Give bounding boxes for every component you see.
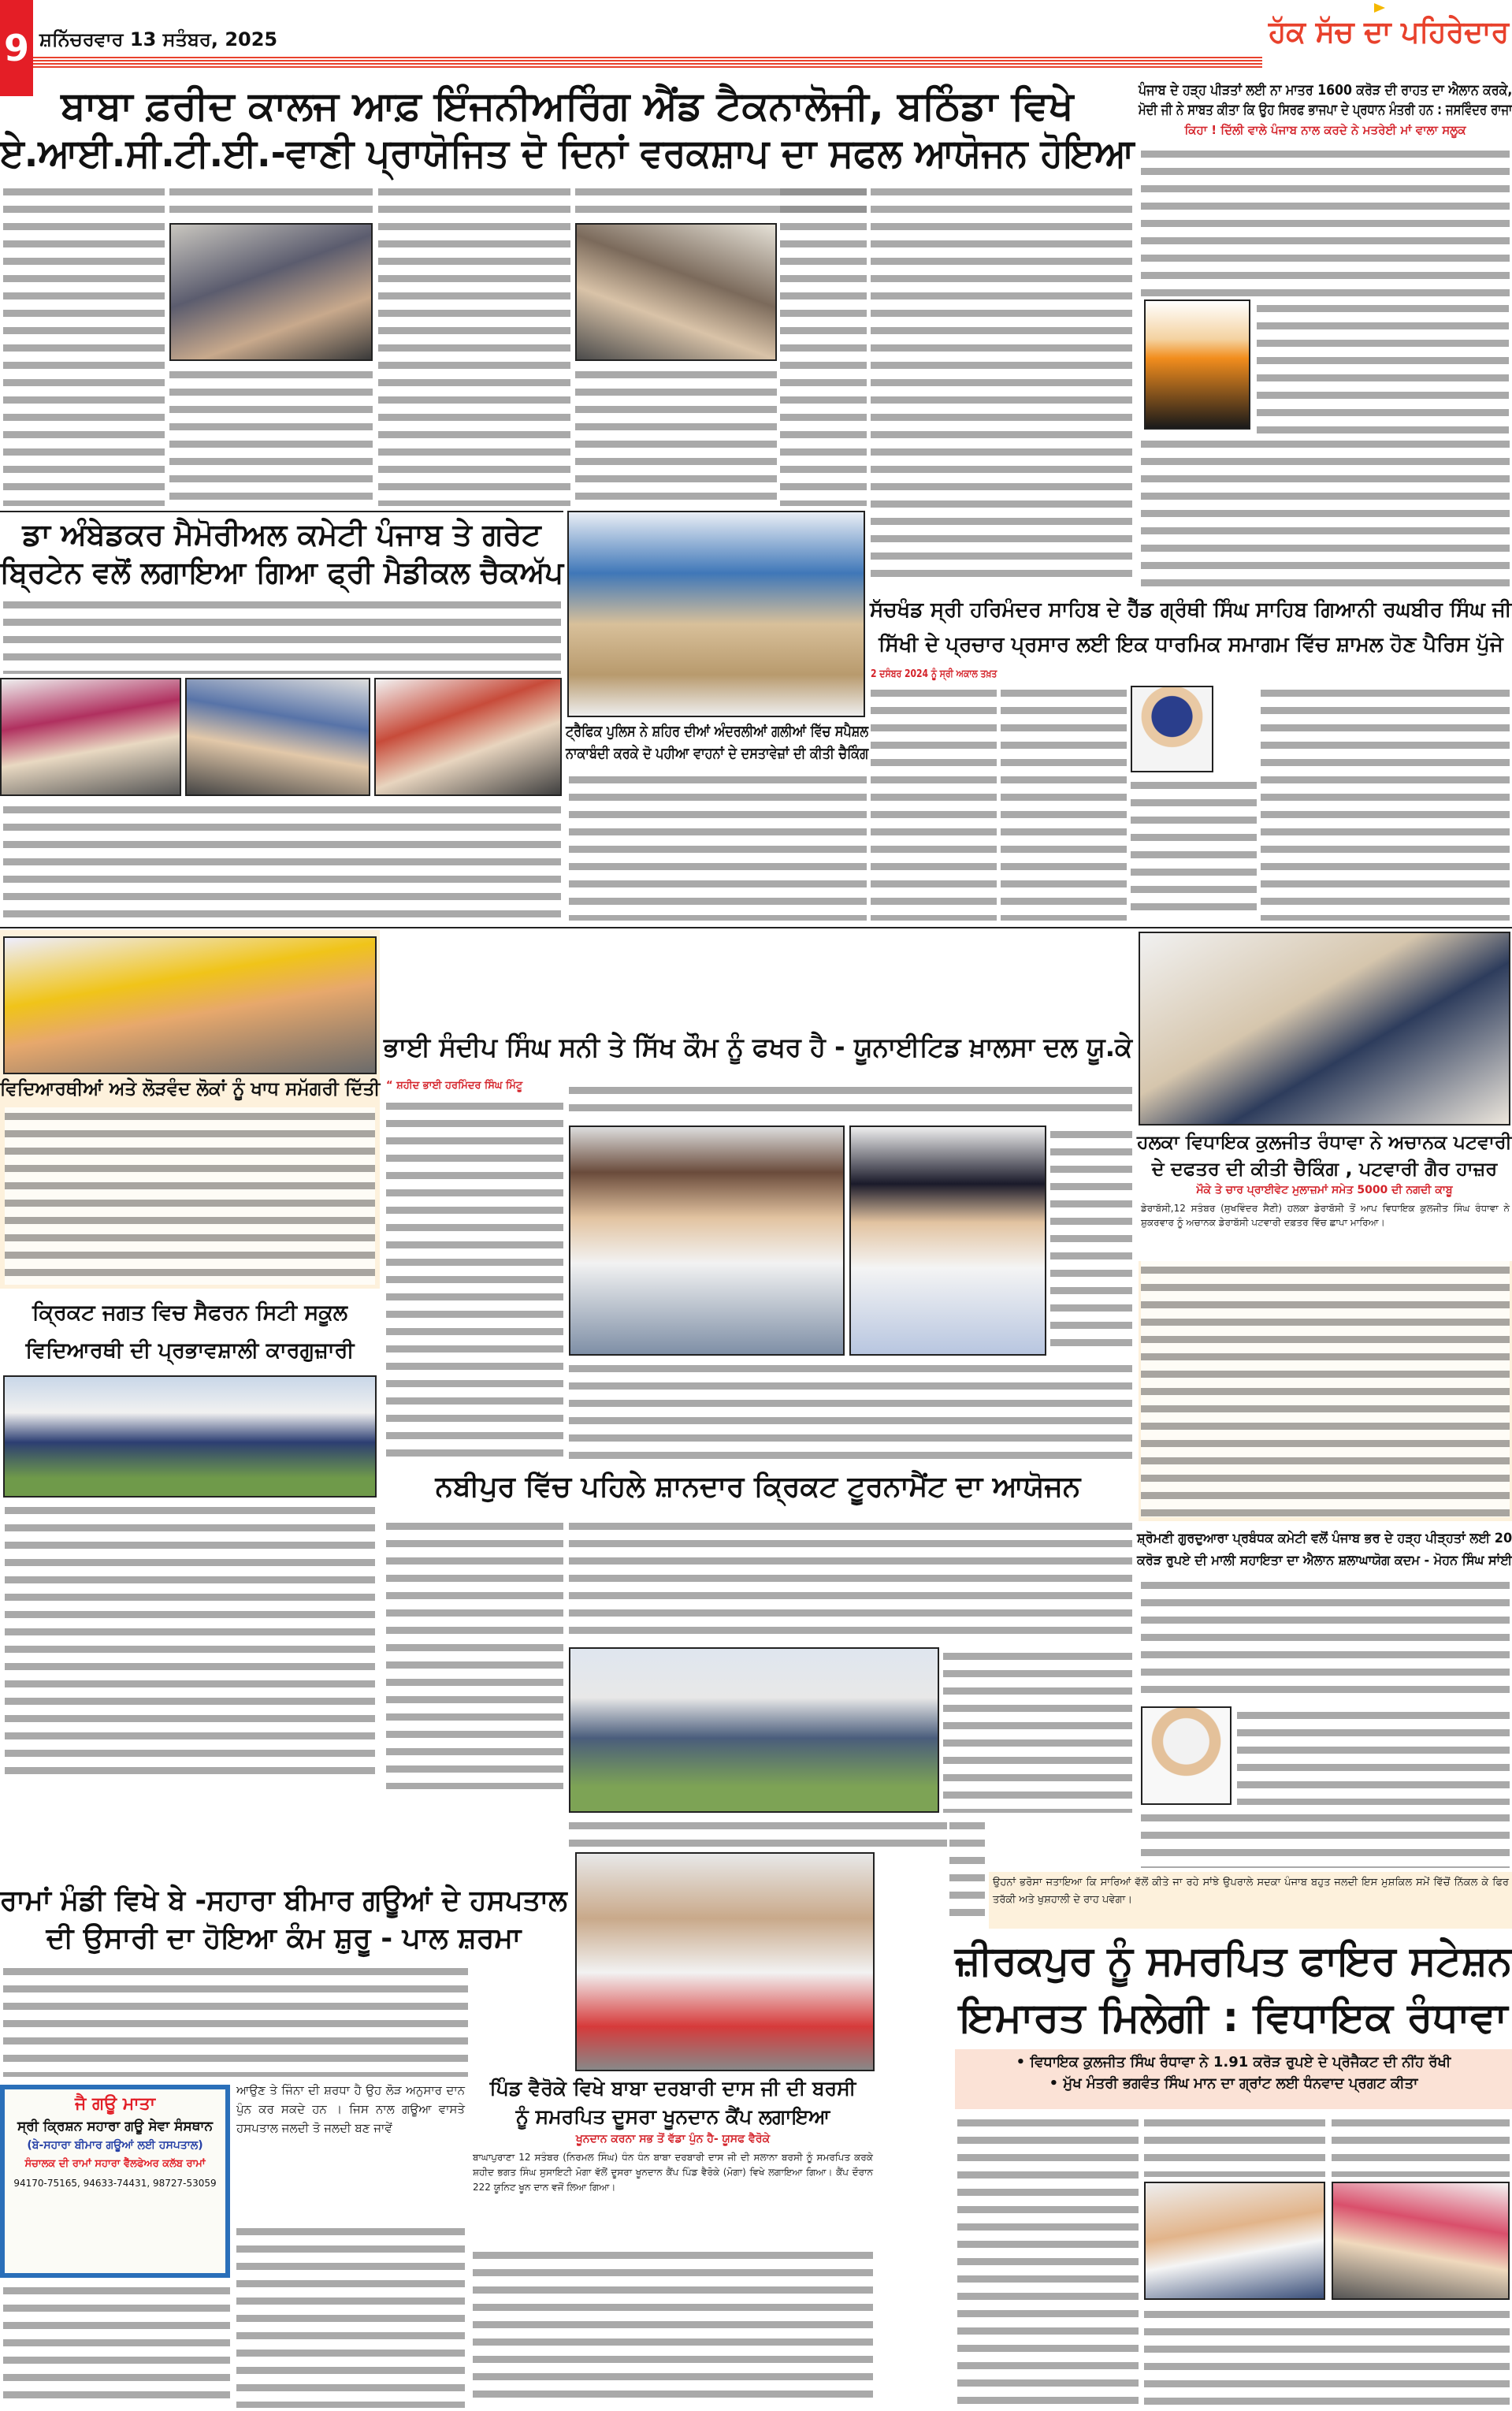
medical-camp-body <box>3 596 561 674</box>
giani-raghbir-singh-photo <box>1131 686 1213 772</box>
patwari-office-photo <box>1139 932 1510 1126</box>
lead-body-col4b <box>575 366 777 506</box>
sgpc-body-2 <box>1237 1706 1510 1805</box>
head-granthi-headline: ਸੱਚਖੰਡ ਸ੍ਰੀ ਹਰਿਮੰਦਰ ਸਾਹਿਬ ਦੇ ਹੈੱਡ ਗ੍ਰੰਥੀ ਸਿੰਘ ਸਾਹਿਬ ਗਿਆਨੀ ਰਘਬੀਰ ਸਿੰਘ ਜੀ ਸਿੱਖੀ ਦੇ ਪ੍ਰਚਾਰ ਪ੍ਰਸਾਰ ਲਈ ਇਕ ਧਾਰਮਿਕ ਸਮਾਗਮ ਵਿੱਚ ਸ਼ਾਮਲ ਹੋਣ ਪੈਰਿਸ ਪੁੱਜੇ <box>870 593 1512 662</box>
sandeep-singh-body-4 <box>569 1360 1132 1466</box>
lead-headline: ਬਾਬਾ ਫ਼ਰੀਦ ਕਾਲਜ ਆਫ਼ ਇੰਜਨੀਅਰਿੰਗ ਐਂਡ ਟੈਕਨਾਲੋਜੀ, ਬਠਿੰਡਾ ਵਿਖੇ ਏ.ਆਈ.ਸੀ.ਟੀ.ਈ.-ਵਾਣੀ ਪ੍ਰਾਯੋਜਿਤ ਦੋ ਦਿਨਾਂ ਵਰਕਸ਼ਾਪ ਦਾ ਸਫਲ ਆਯੋਜਨ ਹੋਇਆ <box>0 83 1135 176</box>
sgpc-headline: ਸ਼੍ਰੋਮਣੀ ਗੁਰਦੁਆਰਾ ਪ੍ਰਬੰਧਕ ਕਮੇਟੀ ਵਲੋਂ ਪੰਜਾਬ ਭਰ ਦੇ ਹੜ੍ਹ ਪੀੜ੍ਹਤਾਂ ਲਈ 20 ਕਰੋੜ ਰੁਪਏ ਦੀ ਮਾਲੀ ਸਹਾਇਤਾ ਦਾ ਐਲਾਨ ਸ਼ਲਾਘਾਯੋਗ ਕਦਮ - ਮੋਹਨ ਸਿੰਘ ਸਾਂਈ <box>1137 1527 1512 1572</box>
page-number: 9 <box>3 27 29 69</box>
traffic-police-headline: ਟ੍ਰੈਫਿਕ ਪੁਲਿਸ ਨੇ ਸ਼ਹਿਰ ਦੀਆਂ ਅੰਦਰਲੀਆਂ ਗਲੀਆਂ ਵਿੱਚ ਸਪੈਸ਼ਲ ਨਾਕਾਬੰਦੀ ਕਰਕੇ ਦੋ ਪਹੀਆ ਵਾਹਨਾਂ ਦੇ ਦਸਤਾਵੇਜ਼ਾਂ ਦੀ ਕੀਤੀ ਚੈਕਿੰਗ <box>566 720 868 765</box>
jaswinder-raja-photo <box>1144 300 1250 430</box>
head-granthi-body-2 <box>1001 684 1127 921</box>
sgpc-body-1 <box>1141 1576 1510 1702</box>
nabipur-body-4 <box>569 1817 947 1848</box>
header-stripes <box>33 57 1262 69</box>
fire-station-body-3 <box>1332 2114 1510 2177</box>
nabipur-body-1 <box>386 1517 563 1789</box>
flood-relief-body-3 <box>1141 435 1510 586</box>
fire-station-intro: ਉਹਨਾਂ ਭਰੋਸਾ ਜਤਾਇਆ ਕਿ ਸਾਰਿਆਂ ਵੱਲੋਂ ਕੀਤੇ ਜਾ ਰਹੇ ਸਾਂਝੇ ਉਪਰਾਲੇ ਸਦਕਾ ਪੰਜਾਬ ਬਹੁਤ ਜਲਦੀ ਇਸ ਮੁਸ਼ਕਿਲ ਸਮੇਂ ਵਿੱਚੋਂ ਨਿੱਕਲ ਕੇ ਫਿਰ ਤਰੱਕੀ ਅਤੇ ਖੁਸ਼ਹਾਲੀ ਦੇ ਰਾਹ ਪਵੇਗਾ। <box>993 1874 1509 1909</box>
nabipur-tournament-photo <box>569 1647 939 1813</box>
medical-camp-body-2 <box>3 801 561 919</box>
cow-hospital-body-1 <box>3 1963 468 2077</box>
head-granthi-body-1 <box>871 684 997 921</box>
nabipur-body-3 <box>943 1647 1132 1813</box>
fire-station-photo-1 <box>1144 2182 1325 2300</box>
food-aid-headline: ਵਿਦਿਆਰਥੀਆਂ ਅਤੇ ਲੋੜਵੰਦ ਲੋਕਾਂ ਨੂੰ ਖਾਧ ਸਮੱਗਰੀ ਦਿੱਤੀ <box>0 1077 381 1099</box>
head-granthi-subhead: 2 ਦਸੰਬਰ 2024 ਨੂੰ ਸ੍ਰੀ ਅਕਾਲ ਤਖ਼ਤ <box>871 668 997 680</box>
divider <box>0 511 563 512</box>
sikh-leader-photo-1 <box>569 1126 845 1356</box>
mohan-singh-photo <box>1141 1706 1232 1805</box>
flag-icon <box>1374 3 1385 13</box>
cow-hospital-headline: ਰਾਮਾਂ ਮੰਡੀ ਵਿਖੇ ਬੇ -ਸਹਾਰਾ ਬੀਮਾਰ ਗਊਆਂ ਦੇ ਹਸਪਤਾਲ ਦੀ ਉਸਾਰੀ ਦਾ ਹੋਇਆ ਕੰਮ ਸ਼ੁਰੂ - ਪਾਲ ਸ਼ਰਮਾ <box>0 1882 567 1958</box>
workshop-photo-1 <box>169 223 373 361</box>
fire-station-body-1 <box>957 2114 1139 2408</box>
flood-relief-subhead: ਕਿਹਾ ! ਦਿੱਲੀ ਵਾਲੇ ਪੰਜਾਬ ਨਾਲ ਕਰਦੇ ਨੇ ਮਤਰੇਈ ਮਾਂ ਵਾਲਾ ਸਲੂਕ <box>1184 123 1466 137</box>
sandeep-singh-body-2 <box>569 1081 1132 1121</box>
lead-body-col6 <box>871 183 1132 585</box>
head-granthi-body-4 <box>1261 684 1510 921</box>
patwari-lead: ਡੇਰਾਬੱਸੀ,12 ਸਤੰਬਰ (ਸੁਖਵਿੰਦਰ ਸੈਣੀ) ਹਲਕਾ ਡੇਰਾਬੱਸੀ ਤੋਂ ਆਪ ਵਿਧਾਇਕ ਕੁਲਜੀਤ ਸਿੰਘ ਰੰਧਾਵਾ ਨੇ ਸ਼ੁਕਰਵਾਰ ਨੂੰ ਅਚਾਨਕ ਡੇਰਾਬੱਸੀ ਪਟਵਾਰੀ ਦਫ਼ਤਰ ਵਿੱਚ ਛਾਪਾ ਮਾਰਿਆ। <box>1141 1203 1510 1228</box>
cricket-school-body <box>5 1501 375 1781</box>
fire-station-headline: ਜ਼ੀਰਕਪੁਰ ਨੂੰ ਸਮਰਪਿਤ ਫਾਇਰ ਸਟੇਸ਼ਨ ਇਮਾਰਤ ਮਿਲੇਗੀ : ਵਿਧਾਇਕ ਰੰਧਾਵਾ <box>955 1933 1512 2046</box>
lead-body-col2b <box>169 366 373 506</box>
blood-camp-body <box>473 2246 873 2408</box>
fire-station-body-2 <box>1144 2114 1325 2177</box>
medical-camp-photo-2 <box>185 678 370 796</box>
cricket-team-photo <box>3 1375 377 1498</box>
lead-body-col1 <box>3 183 165 506</box>
divider <box>0 927 1512 928</box>
sandeep-singh-headline: ਭਾਈ ਸੰਦੀਪ ਸਿੰਘ ਸਨੀ ਤੇ ਸਿੱਖ ਕੌਮ ਨੂੰ ਫਖਰ ਹੈ - ਯੂਨਾਈਟਿਡ ਖ਼ਾਲਸਾ ਦਲ ਯੂ.ਕੇ <box>384 1032 1133 1063</box>
sikh-leader-photo-2 <box>849 1126 1046 1356</box>
lead-body-col2 <box>169 183 373 219</box>
sandeep-singh-body-3 <box>1050 1126 1132 1356</box>
flood-relief-body <box>1141 145 1510 297</box>
cow-hospital-body-3 <box>3 2282 230 2408</box>
flood-relief-body-2 <box>1257 300 1509 433</box>
flood-relief-headline: ਪੰਜਾਬ ਦੇ ਹੜ੍ਹ ਪੀੜਤਾਂ ਲਈ ਨਾ ਮਾਤਰ 1600 ਕਰੋੜ ਦੀ ਰਾਹਤ ਦਾ ਐਲਾਨ ਕਰਕੇ, ਮੋਦੀ ਜੀ ਨੇ ਸਾਬਤ ਕੀਤਾ ਕਿ ਉਹ ਸਿਰਫ ਭਾਜਪਾ ਦੇ ਪ੍ਰਧਾਨ ਮੰਤਰੀ ਹਨ : ਜਸਵਿੰਦਰ ਰਾਜਾ <box>1139 82 1512 118</box>
issue-date: ਸ਼ਨਿੱਚਰਵਾਰ 13 ਸਤੰਬਰ, 2025 <box>39 28 278 50</box>
sandeep-singh-body-1 <box>386 1097 563 1466</box>
lead-body-col5 <box>780 183 867 506</box>
blood-camp-lead: ਬਾਘਾਪੁਰਾਣਾ 12 ਸਤੰਬਰ (ਨਿਰਮਲ ਸਿੰਘ) ਧੰਨ ਧੰਨ ਬਾਬਾ ਦਰਬਾਰੀ ਦਾਸ ਜੀ ਦੀ ਸਲਾਨਾ ਬਰਸੀ ਨੂੰ ਸਮਰਪਿਤ ਕਰਕੇ ਸ਼ਹੀਦ ਭਗਤ ਸਿੰਘ ਸੁਸਾਇਟੀ ਮੋਗਾ ਵੱਲੋਂ ਦੂਸਰਾ ਖੂਨਦਾਨ ਕੈਂਪ ਪਿੰਡ ਵੈਰੋਕੇ (ਮੋਗਾ) ਵਿਖੇ ਲਗਾਇਆ ਗਿਆ। ਕੈਂਪ ਦੌਰਾਨ 222 ਯੂਨਿਟ ਖੂਨ ਦਾਨ ਵਜੋਂ ਲਿਆ ਗਿਆ। <box>473 2150 873 2195</box>
nabipur-body-2 <box>569 1517 1132 1643</box>
blood-donation-photo <box>575 1852 875 2071</box>
cow-hospital-banner: ਜੈ ਗਊ ਮਾਤਾ ਸ੍ਰੀ ਕ੍ਰਿਸ਼ਨ ਸਹਾਰਾ ਗਊ ਸੇਵਾ ਸੰਸਥਾਨ (ਬੇ-ਸਹਾਰਾ ਬੀਮਾਰ ਗਊਆਂ ਲਈ ਹਸਪਤਾਲ) ਸੰਚਾਲਕ ਦੀ ਰਾਮਾਂ ਸਹਾਰਾ ਵੈੱਲਫੇਅਰ ਕਲੱਬ ਰਾਮਾਂ 94170-75165, 94633-74431, 98727-53059 <box>0 2085 230 2278</box>
sandeep-singh-subhead: “ ਸ਼ਹੀਦ ਭਾਈ ਹਰਮਿੰਦਰ ਸਿੰਘ ਮਿੰਟੂ <box>386 1080 523 1092</box>
fire-station-photo-2 <box>1332 2182 1510 2300</box>
nabipur-body-5 <box>949 1817 985 1919</box>
sgpc-body-3 <box>1141 1809 1510 1868</box>
food-aid-body <box>5 1107 375 1285</box>
logo: ਹੱਕ ਸੱਚ ਦਾ ਪਹਿਰੇਦਾਰ <box>1269 14 1510 49</box>
cow-hospital-lead: ਆਉਣ ਤੇ ਜਿੰਨਾ ਦੀ ਸ਼ਰਧਾ ਹੈ ਉਹ ਲੋੜ ਅਨੁਸਾਰ ਦਾਨ ਪੁੰਨ ਕਰ ਸਕਦੇ ਹਨ । ਜਿਸ ਨਾਲ ਗਊਆ ਵਾਸਤੇ ਹਸਪਤਾਲ ਜਲਦੀ ਤੋ ਜਲਦੀ ਬਣ ਜਾਵੇਂ <box>236 2081 465 2138</box>
blood-camp-headline: ਪਿੰਡ ਵੈਰੋਕੇ ਵਿਖੇ ਬਾਬਾ ਦਰਬਾਰੀ ਦਾਸ ਜੀ ਦੀ ਬਰਸੀ ਨੂੰ ਸਮਰਪਿਤ ਦੂਸਰਾ ਖੂਨਦਾਨ ਕੈਂਪ ਲਗਾਇਆ <box>471 2074 875 2131</box>
food-aid-photo <box>3 936 377 1074</box>
head-granthi-body-3 <box>1131 776 1257 921</box>
cow-hospital-body-2 <box>236 2223 465 2408</box>
patwari-headline: ਹਲਕਾ ਵਿਧਾਇਕ ਕੁਲਜੀਤ ਰੰਧਾਵਾ ਨੇ ਅਚਾਨਕ ਪਟਵਾਰੀ ਦੇ ਦਫਤਰ ਦੀ ਕੀਤੀ ਚੈਕਿੰਗ , ਪਟਵਾਰੀ ਗੈਰ ਹਾਜ਼ਰ <box>1137 1131 1512 1180</box>
cricket-school-headline: ਕ੍ਰਿਕਟ ਜਗਤ ਵਿਚ ਸੈਫਰਨ ਸਿਟੀ ਸਕੂਲ ਵਿਦਿਆਰਥੀ ਦੀ ਪ੍ਰਭਾਵਸ਼ਾਲੀ ਕਾਰਗੁਜ਼ਾਰੀ <box>25 1300 355 1363</box>
workshop-photo-2 <box>575 223 777 361</box>
fire-station-bullets: • ਵਿਧਾਇਕ ਕੁਲਜੀਤ ਸਿੰਘ ਰੰਧਾਵਾ ਨੇ 1.91 ਕਰੋੜ ਰੁਪਏ ਦੇ ਪ੍ਰੋਜੈਕਟ ਦੀ ਨੀਂਹ ਰੱਖੀ • ਮੁੱਖ ਮੰਤਰੀ ਭਗਵੰਤ ਸਿੰਘ ਮਾਨ ਦਾ ਗ੍ਰਾਂਟ ਲਈ ਧੰਨਵਾਦ ਪ੍ਰਗਟ ਕੀਤਾ <box>955 2049 1512 2109</box>
medical-camp-photo-1 <box>0 678 181 796</box>
traffic-police-photo <box>567 511 865 717</box>
fire-station-body-4 <box>1144 2305 1510 2408</box>
patwari-subhead: ਮੌਕੇ ਤੇ ਚਾਰ ਪ੍ਰਾਈਵੇਟ ਮੁਲਾਜ਼ਮਾਂ ਸਮੇਤ 5000 ਦੀ ਨਗਦੀ ਕਾਬੂ <box>1196 1184 1453 1196</box>
patwari-body <box>1141 1261 1510 1517</box>
traffic-police-body <box>569 771 867 921</box>
nabipur-cricket-headline: ਨਬੀਪੁਰ ਵਿੱਚ ਪਹਿਲੇ ਸ਼ਾਨਦਾਰ ਕ੍ਰਿਕਟ ਟੂਰਨਾਮੈਂਟ ਦਾ ਆਯੋਜਨ <box>435 1471 1081 1503</box>
lead-body-col3 <box>378 183 570 506</box>
medical-camp-headline: ਡਾ ਅੰਬੇਡਕਰ ਮੈਮੋਰੀਅਲ ਕਮੇਟੀ ਪੰਜਾਬ ਤੇ ਗਰੇਟ ਬ੍ਰਿਟੇਨ ਵਲੋਂ ਲਗਾਇਆ ਗਿਆ ਫ੍ਰੀ ਮੈਡੀਕਲ ਚੈਕਅੱਪ <box>0 517 564 590</box>
blood-camp-subhead: ਖੂਨਦਾਨ ਕਰਨਾ ਸਭ ਤੋਂ ਵੱਡਾ ਪੁੰਨ ਹੈ- ਯੂਸਫ ਵੈਰੋਕੇ <box>575 2133 771 2145</box>
medical-camp-photo-3 <box>374 678 562 796</box>
